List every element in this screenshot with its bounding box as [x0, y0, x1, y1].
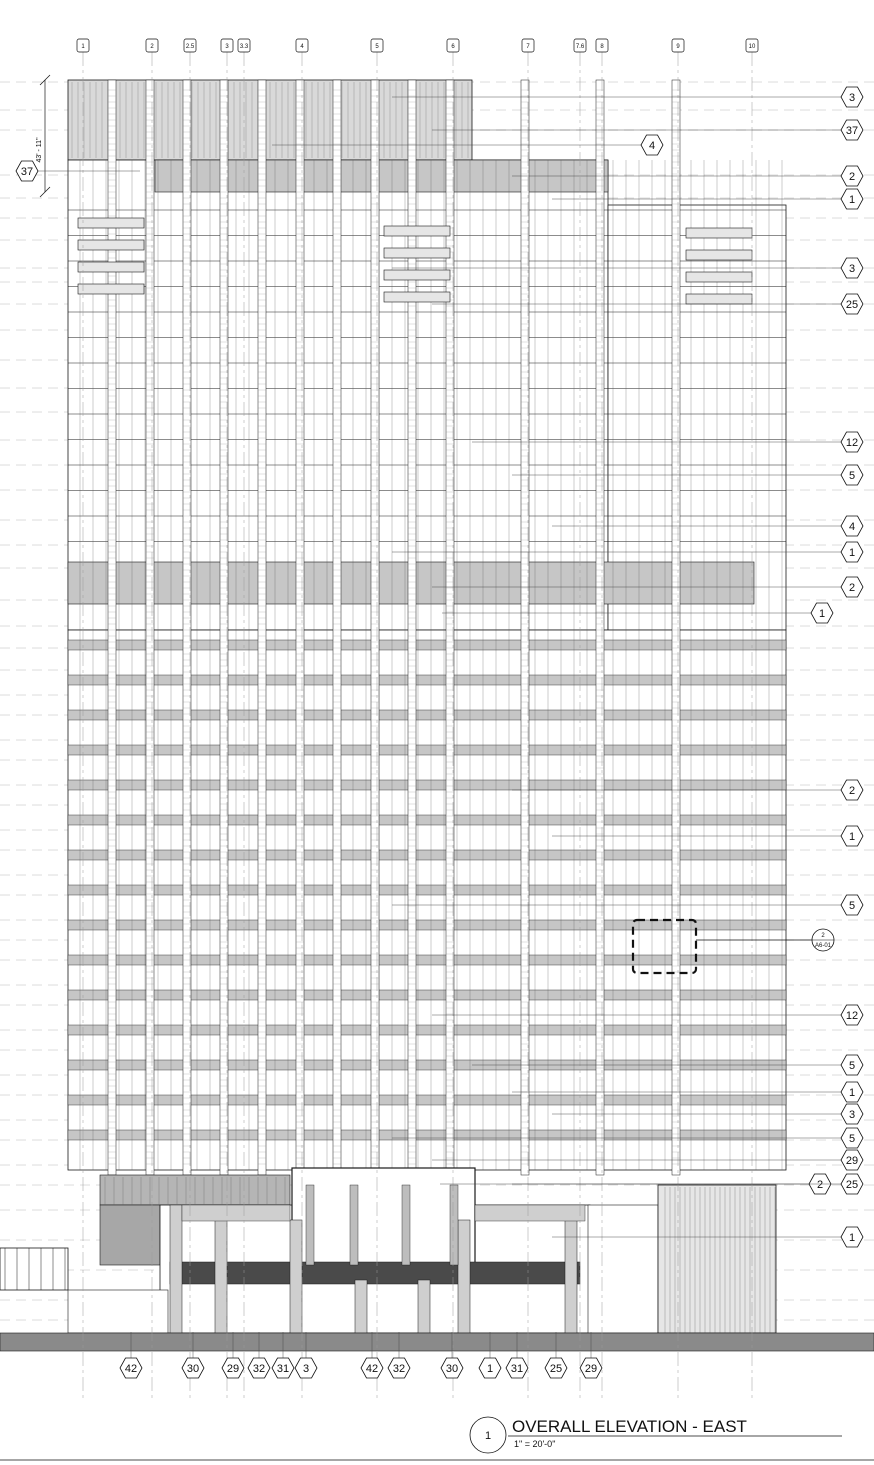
tag-label: 1 — [848, 831, 856, 843]
grid-head-7-6 — [574, 39, 586, 52]
tag-label: 31 — [510, 1363, 524, 1375]
keynote-tag-42 — [361, 1358, 383, 1378]
detail-callout-number: 2 — [821, 933, 825, 939]
grid-head-10 — [746, 39, 758, 52]
keynote-tag-42 — [120, 1358, 142, 1378]
keynote-tag-4 — [641, 135, 663, 155]
keynote-tag-3 — [295, 1358, 317, 1378]
grid-label: 8 — [600, 44, 604, 50]
keynote-tag-5 — [841, 895, 863, 915]
tag-label: 32 — [252, 1363, 266, 1375]
tag-label: 4 — [648, 140, 656, 152]
grid-label: 2 — [150, 44, 154, 50]
keynote-tag-12 — [841, 1005, 863, 1025]
grid-label: 7 — [526, 44, 530, 50]
keynote-tag-5 — [841, 1055, 863, 1075]
tag-label: 29 — [845, 1155, 859, 1167]
grid-head-7 — [522, 39, 534, 52]
tag-label: 42 — [124, 1363, 138, 1375]
keynote-tag-1 — [479, 1358, 501, 1378]
tag-label: 42 — [365, 1363, 379, 1375]
tag-label: 1 — [848, 1087, 856, 1099]
keynote-tag-25 — [841, 294, 863, 314]
keynote-tag-30 — [182, 1358, 204, 1378]
keynote-tag-1 — [841, 826, 863, 846]
keynote-tag-3 — [841, 258, 863, 278]
drawing-title — [0, 1417, 874, 1460]
grid-head-9 — [672, 39, 684, 52]
tag-label: 2 — [848, 582, 856, 594]
tag-label: 1 — [486, 1363, 494, 1375]
grid-label: 10 — [748, 44, 756, 50]
keynote-tag-4 — [841, 516, 863, 536]
keynote-tag-1 — [841, 1082, 863, 1102]
building-elevation — [0, 80, 874, 1351]
keynote-tag-29 — [580, 1358, 602, 1378]
tag-label: 3 — [302, 1363, 310, 1375]
keynote-tag-3 — [841, 87, 863, 107]
tag-label: 3 — [848, 1109, 856, 1121]
tag-label: 12 — [845, 1010, 859, 1022]
keynote-tag-37 — [841, 120, 863, 140]
grid-label: 1 — [81, 44, 85, 50]
keynote-tag-37 — [16, 161, 38, 181]
keynote-tag-5 — [841, 1128, 863, 1148]
tag-label: 2 — [816, 1179, 824, 1191]
title-scale: 1" = 20'-0" — [514, 1439, 556, 1449]
tag-label: 1 — [848, 194, 856, 206]
keynote-tag-32 — [248, 1358, 270, 1378]
keynote-tag-30 — [441, 1358, 463, 1378]
tag-label: 31 — [276, 1363, 290, 1375]
keynote-tag-29 — [841, 1150, 863, 1170]
keynote-tag-1 — [841, 189, 863, 209]
grid-head-3-3 — [238, 39, 250, 52]
grid-head-2-5 — [184, 39, 196, 52]
tag-label: 5 — [848, 470, 856, 482]
keynote-tag-1 — [841, 1227, 863, 1247]
grid-label: 5 — [375, 44, 379, 50]
keynote-tag-2 — [841, 780, 863, 800]
grid-head-8 — [596, 39, 608, 52]
tag-label: 5 — [848, 900, 856, 912]
tag-label: 5 — [848, 1133, 856, 1145]
tag-label: 3 — [848, 263, 856, 275]
grid-head-4 — [296, 39, 308, 52]
tag-label: 2 — [848, 171, 856, 183]
tag-label: 25 — [549, 1363, 563, 1375]
keynote-tag-1 — [811, 603, 833, 623]
grid-label: 6 — [451, 44, 455, 50]
detail-callout-sheet: A6-01 — [814, 943, 832, 949]
grid-label: 4 — [300, 44, 304, 50]
tag-label: 25 — [845, 1179, 859, 1191]
grid-head-2 — [146, 39, 158, 52]
keynote-tag-5 — [841, 465, 863, 485]
grid-head-1 — [77, 39, 89, 52]
grid-label: 3.3 — [239, 44, 249, 50]
tag-label: 25 — [845, 299, 859, 311]
tag-label: 30 — [186, 1363, 200, 1375]
keynote-tag-32 — [388, 1358, 410, 1378]
podium — [0, 1168, 776, 1333]
keynote-tag-31 — [506, 1358, 528, 1378]
tag-label: 32 — [392, 1363, 406, 1375]
tag-label: 37 — [20, 166, 34, 178]
keynote-tag-2 — [841, 166, 863, 186]
height-dimension — [36, 75, 50, 197]
grid-head-3 — [221, 39, 233, 52]
tag-label: 29 — [226, 1363, 240, 1375]
keynote-tag-1 — [841, 542, 863, 562]
tag-label: 29 — [584, 1363, 598, 1375]
keynote-tag-29 — [222, 1358, 244, 1378]
tag-label: 1 — [818, 608, 826, 620]
tag-label: 30 — [445, 1363, 459, 1375]
grid-label: 3 — [225, 44, 229, 50]
grid-label: 9 — [676, 44, 680, 50]
grid-head-6 — [447, 39, 459, 52]
keynote-tag-31 — [272, 1358, 294, 1378]
keynote-tag-12 — [841, 432, 863, 452]
tag-label: 4 — [848, 521, 856, 533]
height-dimension-label: 43' - 11" — [36, 137, 43, 163]
tag-label: 12 — [845, 437, 859, 449]
keynote-tag-2 — [841, 577, 863, 597]
tag-label: 2 — [848, 785, 856, 797]
keynote-tag-25 — [545, 1358, 567, 1378]
title-number: 1 — [484, 1430, 492, 1442]
tag-label: 1 — [848, 547, 856, 559]
title-text: OVERALL ELEVATION - EAST — [512, 1417, 747, 1436]
keynote-tag-3 — [841, 1104, 863, 1124]
tag-label: 5 — [848, 1060, 856, 1072]
tag-label: 3 — [848, 92, 856, 104]
keynote-tag-25 — [841, 1174, 863, 1194]
grid-head-5 — [371, 39, 383, 52]
grid-label: 2.5 — [185, 44, 195, 50]
tag-label: 1 — [848, 1232, 856, 1244]
grid-label: 7.6 — [575, 44, 585, 50]
tag-label: 37 — [845, 125, 859, 137]
